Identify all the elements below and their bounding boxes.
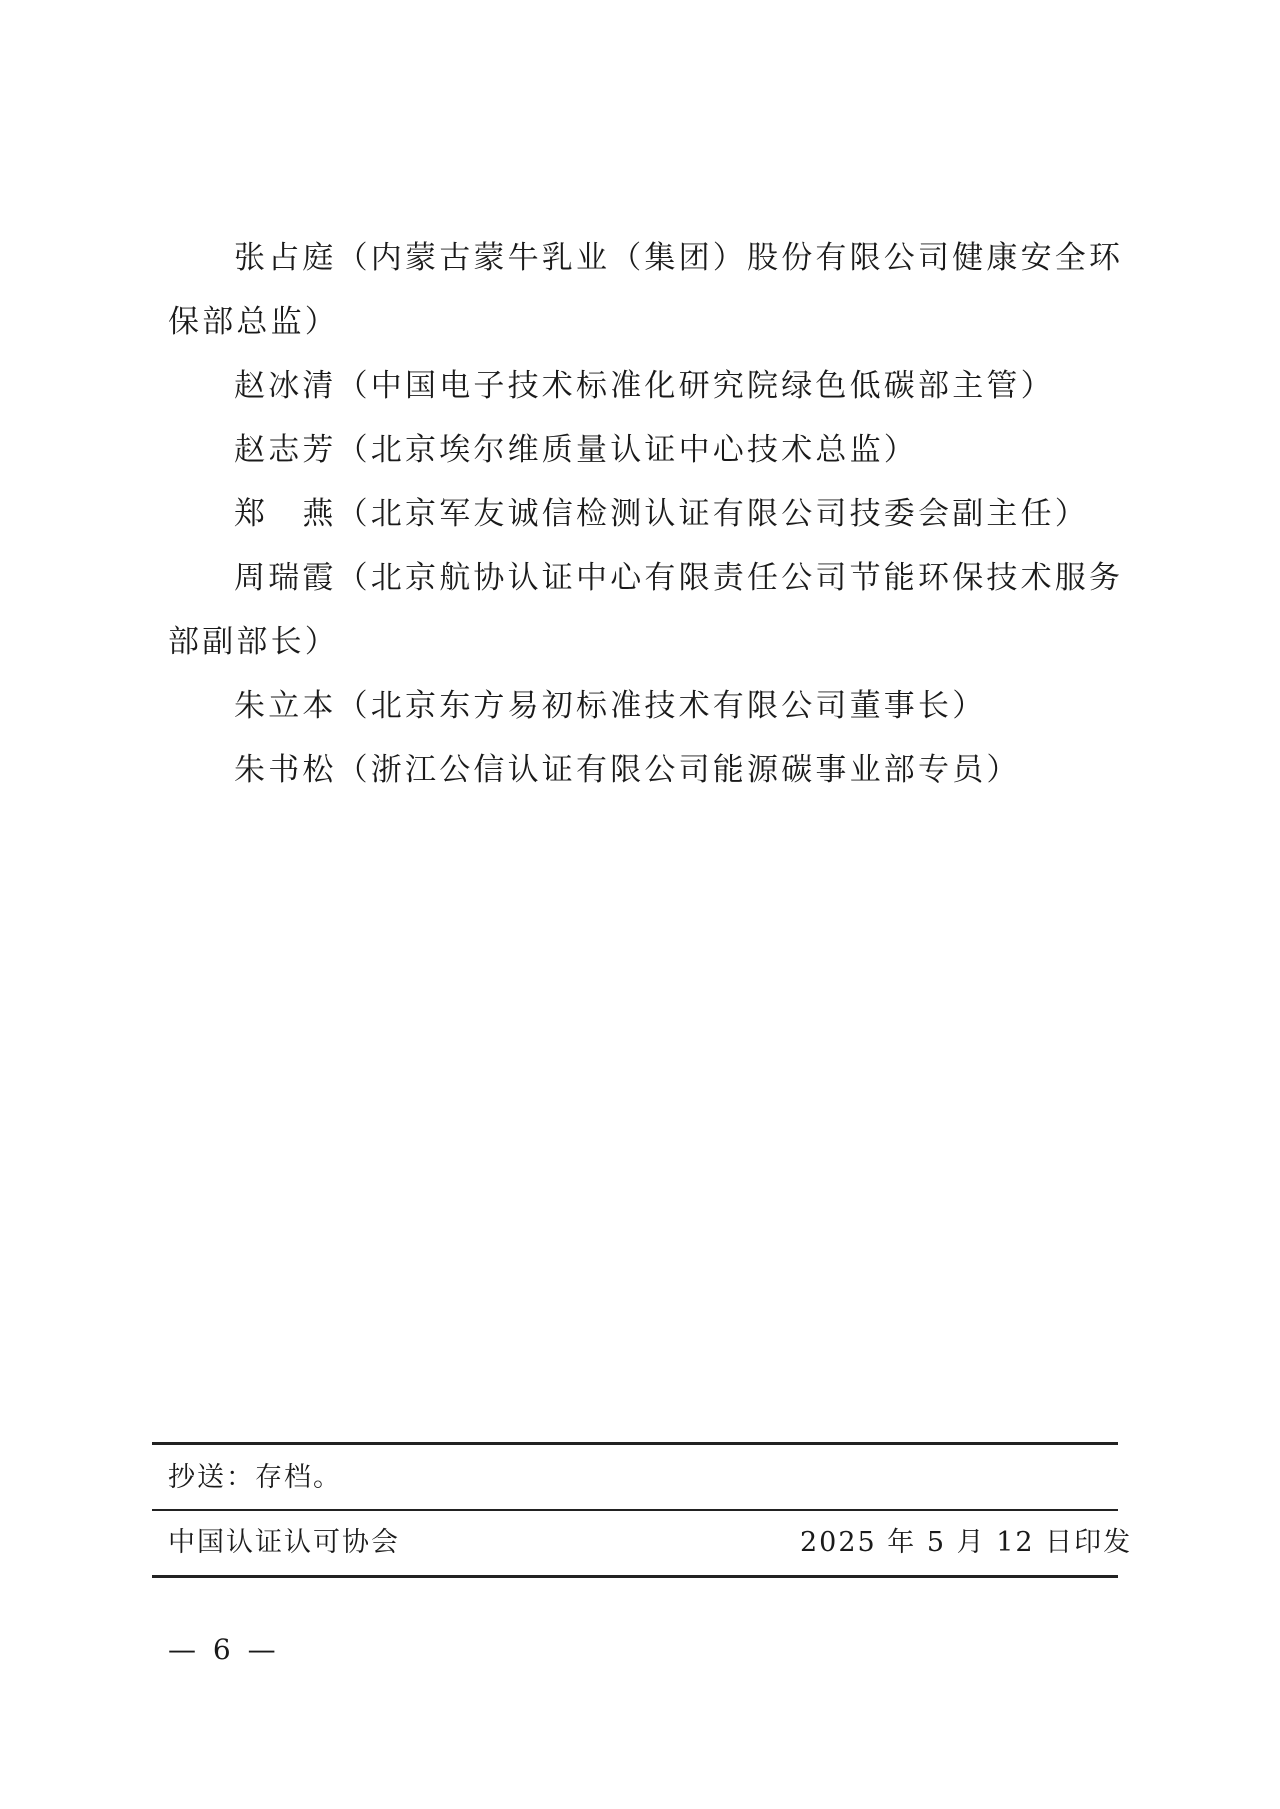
member-entry <box>168 738 1128 802</box>
member-name: 朱立本 <box>234 688 337 724</box>
member-name: 周瑞霞 <box>234 560 337 596</box>
member-org: （北京埃尔维质量认证中心技术总监） <box>336 432 919 468</box>
member-name: 郑 燕 <box>234 496 337 532</box>
member-entry <box>168 226 1128 354</box>
member-name: 张占庭 <box>234 240 337 276</box>
member-org: （内蒙古蒙牛乳业（集团）股份有限公司健康安全环保部总监） <box>168 240 1124 340</box>
member-name: 朱书松 <box>234 752 337 788</box>
issuer-name: 中国认证认可协会 <box>168 1527 400 1558</box>
member-org: （中国电子技术标准化研究院绿色低碳部主管） <box>336 368 1055 404</box>
member-org: （北京军友诚信检测认证有限公司技委会副主任） <box>336 496 1090 532</box>
footer-rule-bottom <box>152 1575 1118 1578</box>
member-entry <box>168 354 1128 418</box>
member-entry <box>168 674 1128 738</box>
member-name: 赵志芳 <box>234 432 337 468</box>
member-entry <box>168 418 1128 482</box>
cc-note: 抄送：存档。 <box>168 1462 342 1493</box>
member-entry <box>168 546 1128 674</box>
print-date: 2025 年 5 月 12 日印发 <box>800 1527 1133 1558</box>
member-org: （浙江公信认证有限公司能源碳事业部专员） <box>336 752 1021 788</box>
footer-rule-middle <box>152 1509 1118 1511</box>
member-name: 赵冰清 <box>234 368 337 404</box>
footer-rule-top <box>152 1442 1118 1445</box>
member-org: （北京东方易初标准技术有限公司董事长） <box>336 688 987 724</box>
page-number: — 6 — <box>168 1633 280 1666</box>
member-entry <box>168 482 1128 546</box>
member-org: （北京航协认证中心有限责任公司节能环保技术服务部副部长） <box>168 560 1124 660</box>
